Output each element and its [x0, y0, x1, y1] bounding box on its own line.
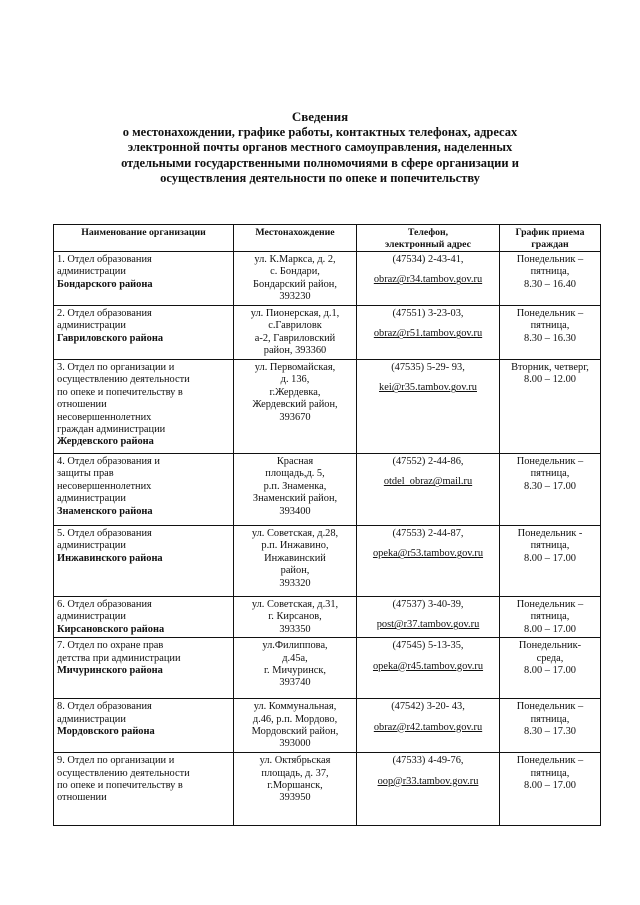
phone-number: (47553) 2-44-87, [392, 528, 464, 539]
location-line: 393230 [279, 291, 311, 303]
phone-number: (47534) 2-43-41, [392, 254, 464, 265]
location-line: Мордовский район, [251, 726, 339, 738]
schedule-line: Понедельник – [516, 701, 584, 713]
cell-organization [54, 252, 234, 306]
table-row [54, 454, 601, 526]
table-row [54, 526, 601, 597]
location-line: г.Моршанск, [267, 780, 323, 792]
schedule-line: Понедельник – [516, 755, 584, 767]
schedule-line: пятница, [530, 266, 570, 278]
cell-contact [357, 252, 500, 306]
cell-location [234, 597, 357, 638]
location-line: район, [280, 565, 310, 577]
table-row [54, 306, 601, 360]
header-contact-line1: Телефон, [407, 227, 449, 238]
email-link[interactable]: oop@r33.tambov.gov.ru [377, 775, 479, 787]
schedule-line: 8.00 – 17.00 [524, 623, 576, 635]
header-contact [357, 225, 500, 252]
email-link[interactable]: obraz@r42.tambov.gov.ru [373, 721, 483, 733]
organization-line: администрации [57, 320, 126, 332]
location-line: р.п. Знаменка, [263, 480, 327, 492]
cell-organization [54, 526, 234, 597]
organization-line: 7. Отдел по охране прав [57, 640, 164, 652]
location-line: г. Мичуринск, [263, 665, 327, 677]
location-line: площадь,д. 5, [265, 468, 325, 480]
organization-line: 8. Отдел образования [57, 701, 152, 713]
document-subtitle-line: отдельными государственными полномочиями в сфере организации и [121, 155, 519, 170]
organization-line: защиты прав [57, 468, 114, 480]
location-line: ул. Советская, д.31, [251, 599, 339, 610]
schedule-line: 8.30 – 16.40 [524, 278, 576, 290]
email-link[interactable]: post@r37.tambov.gov.ru [376, 619, 480, 631]
header-schedule-line1: График приема [515, 227, 585, 238]
table-body [54, 252, 601, 826]
organization-line: отношении [57, 399, 107, 411]
cell-schedule [500, 699, 601, 753]
location-line: Красная [276, 456, 314, 467]
cell-location [234, 454, 357, 526]
cell-organization [54, 699, 234, 753]
table-row [54, 699, 601, 753]
document-header [40, 109, 600, 187]
organization-line: 6. Отдел образования [57, 599, 152, 610]
organization-line: несовершеннолетних [57, 411, 152, 423]
schedule-line: Понедельник - [517, 528, 583, 539]
schedule-line: Понедельник – [516, 254, 584, 265]
cell-location [234, 753, 357, 826]
document-subtitle-line: электронной почты органов местного самоуправления, наделенных [127, 140, 513, 155]
header-location: Местонахождение [234, 225, 357, 252]
table-row [54, 638, 601, 699]
location-line: Знаменский район, [252, 493, 338, 505]
location-line: ул. Первомайская, [254, 362, 336, 373]
cell-schedule [500, 638, 601, 699]
cell-schedule [500, 526, 601, 597]
schedule-line: пятница, [530, 767, 570, 779]
location-line: 393000 [279, 738, 311, 750]
cell-location [234, 306, 357, 360]
organization-line: администрации [57, 611, 126, 623]
schedule-line: 8.00 – 17.00 [524, 552, 576, 564]
district-name: Гавриловского района [57, 332, 164, 344]
header-org: Наименование организации [54, 225, 234, 252]
organization-line: граждан администрации [57, 424, 166, 436]
document-title: Сведения [291, 109, 349, 124]
schedule-line: пятница, [530, 320, 570, 332]
schedule-line: пятница, [530, 611, 570, 623]
location-line: ул. Пионерская, д.1, [250, 308, 340, 319]
schedule-line: пятница, [530, 540, 570, 552]
cell-schedule [500, 252, 601, 306]
organization-line: по опеке и попечительству в [57, 780, 183, 792]
organization-line: 3. Отдел по организации и [57, 362, 175, 373]
location-line: а-2, Гавриловский [254, 332, 336, 344]
schedule-line: 8.30 – 17.00 [524, 480, 576, 492]
location-line: 393670 [279, 411, 311, 423]
location-line: 393350 [279, 623, 311, 635]
location-line: ул. Октябрьская [259, 755, 331, 767]
location-line: 393320 [279, 577, 311, 589]
location-line: 393740 [279, 677, 311, 689]
schedule-line: среда, [536, 652, 564, 664]
cell-organization [54, 360, 234, 454]
header-schedule [500, 225, 601, 252]
phone-number: (47535) 5-29- 93, [391, 362, 465, 373]
district-name: Мичуринского района [57, 665, 163, 677]
location-line: г. Кирсанов, [268, 611, 322, 623]
phone-number: (47545) 5-13-35, [392, 640, 464, 652]
location-line: Инжавинский [264, 552, 326, 564]
cell-location [234, 699, 357, 753]
cell-location [234, 252, 357, 306]
location-line: с. Бондари, [270, 266, 320, 278]
schedule-line: Понедельник – [516, 599, 584, 610]
header-contact-line2: электронный адрес [385, 238, 471, 250]
email-link[interactable]: otdel_obraz@mail.ru [383, 476, 473, 488]
cell-organization [54, 454, 234, 526]
phone-number: (47533) 4-49-76, [392, 755, 464, 767]
document-subtitle-line: о местонахождении, графике работы, контактных телефонах, адресах [122, 124, 518, 139]
table-row [54, 360, 601, 454]
cell-organization [54, 753, 234, 826]
cell-contact [357, 454, 500, 526]
email-link[interactable]: opeka@r45.tambov.gov.ru [372, 660, 484, 672]
location-line: ул. Советская, д.28, [251, 528, 339, 539]
district-name: Знаменского района [57, 505, 153, 517]
schedule-line: Понедельник – [516, 456, 584, 467]
location-line: Бондарский район, [253, 278, 337, 290]
district-name: Инжавинского района [57, 552, 163, 564]
cell-contact [357, 638, 500, 699]
document-subtitle-line: осуществления деятельности по опеке и попечительству [160, 171, 480, 186]
organization-line: осуществлению деятельности [57, 767, 190, 779]
cell-contact [357, 360, 500, 454]
schedule-line: 8.00 – 17.00 [524, 780, 576, 792]
location-line: 393950 [279, 792, 311, 804]
cell-organization [54, 306, 234, 360]
cell-organization [54, 638, 234, 699]
email-link[interactable]: obraz@r34.tambov.gov.ru [373, 274, 483, 286]
phone-number: (47542) 3-20- 43, [391, 701, 465, 713]
location-line: район, 393360 [263, 345, 327, 357]
cell-location [234, 360, 357, 454]
schedule-line: 8.00 – 12.00 [524, 374, 576, 386]
header-schedule-line2: граждан [531, 238, 569, 250]
table-header-row [54, 225, 601, 252]
phone-number: (47551) 3-23-03, [392, 308, 464, 319]
cell-location [234, 638, 357, 699]
location-line: ул.Филиппова, [262, 640, 328, 652]
organization-line: 9. Отдел по организации и [57, 755, 175, 767]
email-link[interactable]: opeka@r53.tambov.gov.ru [372, 548, 484, 560]
organization-line: 1. Отдел образования [57, 254, 152, 265]
location-line: Жердевский район, [252, 399, 338, 411]
organization-line: несовершеннолетних [57, 480, 152, 492]
organization-line: отношении [57, 792, 107, 804]
organization-line: 5. Отдел образования [57, 528, 152, 539]
location-line: ул. К.Маркса, д. 2, [254, 254, 336, 265]
cell-location [234, 526, 357, 597]
cell-contact [357, 753, 500, 826]
district-name: Мордовского района [57, 726, 155, 738]
email-link[interactable]: kei@r35.tambov.gov.ru [379, 382, 477, 394]
phone-number: (47537) 3-40-39, [392, 599, 464, 610]
table-row [54, 753, 601, 826]
cell-organization [54, 597, 234, 638]
organization-line: осуществлению деятельности [57, 374, 190, 386]
schedule-line: пятница, [530, 468, 570, 480]
organizations-table [53, 224, 601, 826]
location-line: д. 136, [280, 374, 310, 386]
cell-contact [357, 306, 500, 360]
table-row [54, 252, 601, 306]
district-name: Жердевского района [57, 436, 154, 448]
organization-line: по опеке и попечительству в [57, 386, 183, 398]
table-row [54, 597, 601, 638]
cell-schedule [500, 306, 601, 360]
schedule-line: Понедельник- [518, 640, 582, 652]
cell-contact [357, 526, 500, 597]
cell-contact [357, 699, 500, 753]
location-line: ул. Коммунальная, [253, 701, 337, 713]
organization-line: администрации [57, 493, 126, 505]
organization-line: 4. Отдел образования и [57, 456, 160, 467]
schedule-line: 8.30 – 17.30 [524, 726, 576, 738]
location-line: р.п. Инжавино, [261, 540, 329, 552]
organization-line: администрации [57, 266, 126, 278]
cell-schedule [500, 454, 601, 526]
location-line: г.Жердевка, [269, 386, 321, 398]
organization-line: детства при администрации [57, 652, 181, 664]
location-line: д.46, р.п. Мордово, [252, 713, 338, 725]
phone-number: (47552) 2-44-86, [392, 456, 464, 467]
cell-contact [357, 597, 500, 638]
cell-schedule [500, 753, 601, 826]
schedule-line: 8.30 – 16.30 [524, 332, 576, 344]
location-line: 393400 [279, 505, 311, 517]
location-line: с.Гавриловк [268, 320, 322, 332]
district-name: Бондарского района [57, 278, 153, 290]
district-name: Кирсановского района [57, 623, 165, 635]
schedule-line: Вторник, четверг, [511, 362, 589, 373]
schedule-line: 8.00 – 17.00 [524, 665, 576, 677]
cell-schedule [500, 597, 601, 638]
cell-schedule [500, 360, 601, 454]
schedule-line: Понедельник – [516, 308, 584, 319]
organization-line: администрации [57, 713, 126, 725]
schedule-line: пятница, [530, 713, 570, 725]
email-link[interactable]: obraz@r51.tambov.gov.ru [373, 328, 483, 340]
organization-line: 2. Отдел образования [57, 308, 152, 319]
organization-line: администрации [57, 540, 126, 552]
location-line: д.45а, [282, 652, 308, 664]
location-line: площадь, д. 37, [261, 767, 329, 779]
